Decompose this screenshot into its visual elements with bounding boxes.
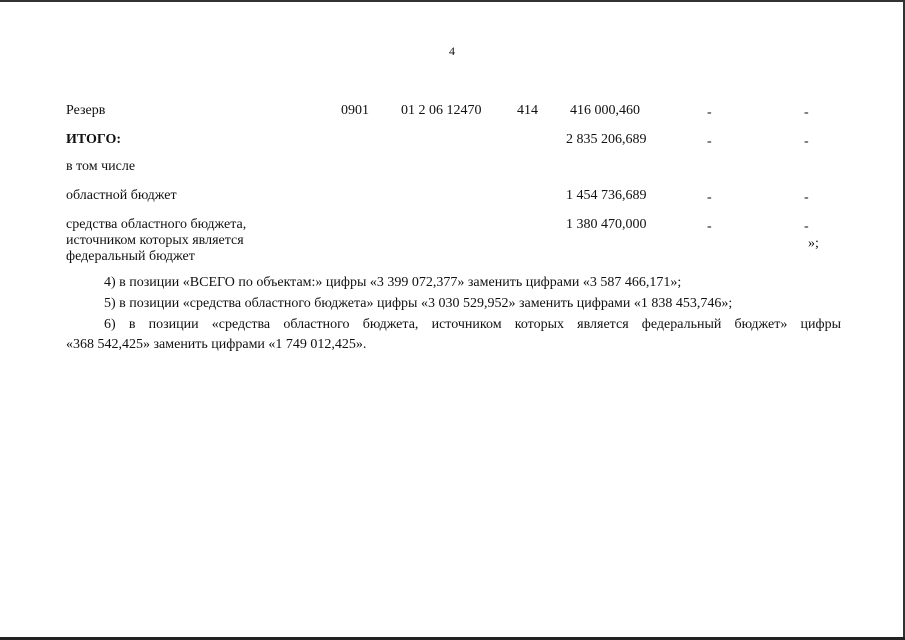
row-reserve-type: 414 [517,103,538,118]
row-regional-amount: 1 454 736,689 [566,188,647,203]
row-reserve-section: 0901 [341,103,369,118]
row-federal-name-line2: источником которых является [66,233,244,248]
row-reserve-name: Резерв [66,103,106,118]
row-including-name: в том числе [66,159,136,174]
row-regional-col2: - [707,190,712,205]
row-regional-col3: - [804,190,809,205]
row-federal-col3: - [804,219,809,234]
row-federal-col2: - [707,219,712,234]
row-total-col2: - [707,134,712,149]
row-federal-closing-quote: »; [808,236,819,251]
row-federal-amount: 1 380 470,000 [566,217,647,232]
row-reserve-target: 01 2 06 12470 [401,103,482,118]
row-federal-name-line1: средства областного бюджета, [66,217,247,232]
row-total-name: ИТОГО: [66,132,122,147]
row-reserve-col2: - [707,105,712,120]
page-number: 4 [449,44,455,58]
row-reserve-col3: - [804,105,809,120]
row-reserve-amount: 416 000,460 [570,103,640,118]
row-total-col3: - [804,134,809,149]
paragraph-6-line1: 6) в позиции «средства областного бюджета, источником которых является федеральный бюджет» цифры [104,317,841,332]
row-regional-name: областной бюджет [66,188,177,203]
scan-edge-top [0,0,905,2]
row-total-amount: 2 835 206,689 [566,132,647,147]
paragraph-5: 5) в позиции «средства областного бюджета» цифры «3 030 529,952» заменить цифрами «1 838 453,746»; [104,296,733,311]
paragraph-4: 4) в позиции «ВСЕГО по объектам:» цифры «3 399 072,377» заменить цифрами «3 587 466,171»; [104,275,682,290]
row-federal-name-line3: федеральный бюджет [66,249,195,264]
paragraph-6-line2: «368 542,425» заменить цифрами «1 749 012,425». [66,337,367,352]
